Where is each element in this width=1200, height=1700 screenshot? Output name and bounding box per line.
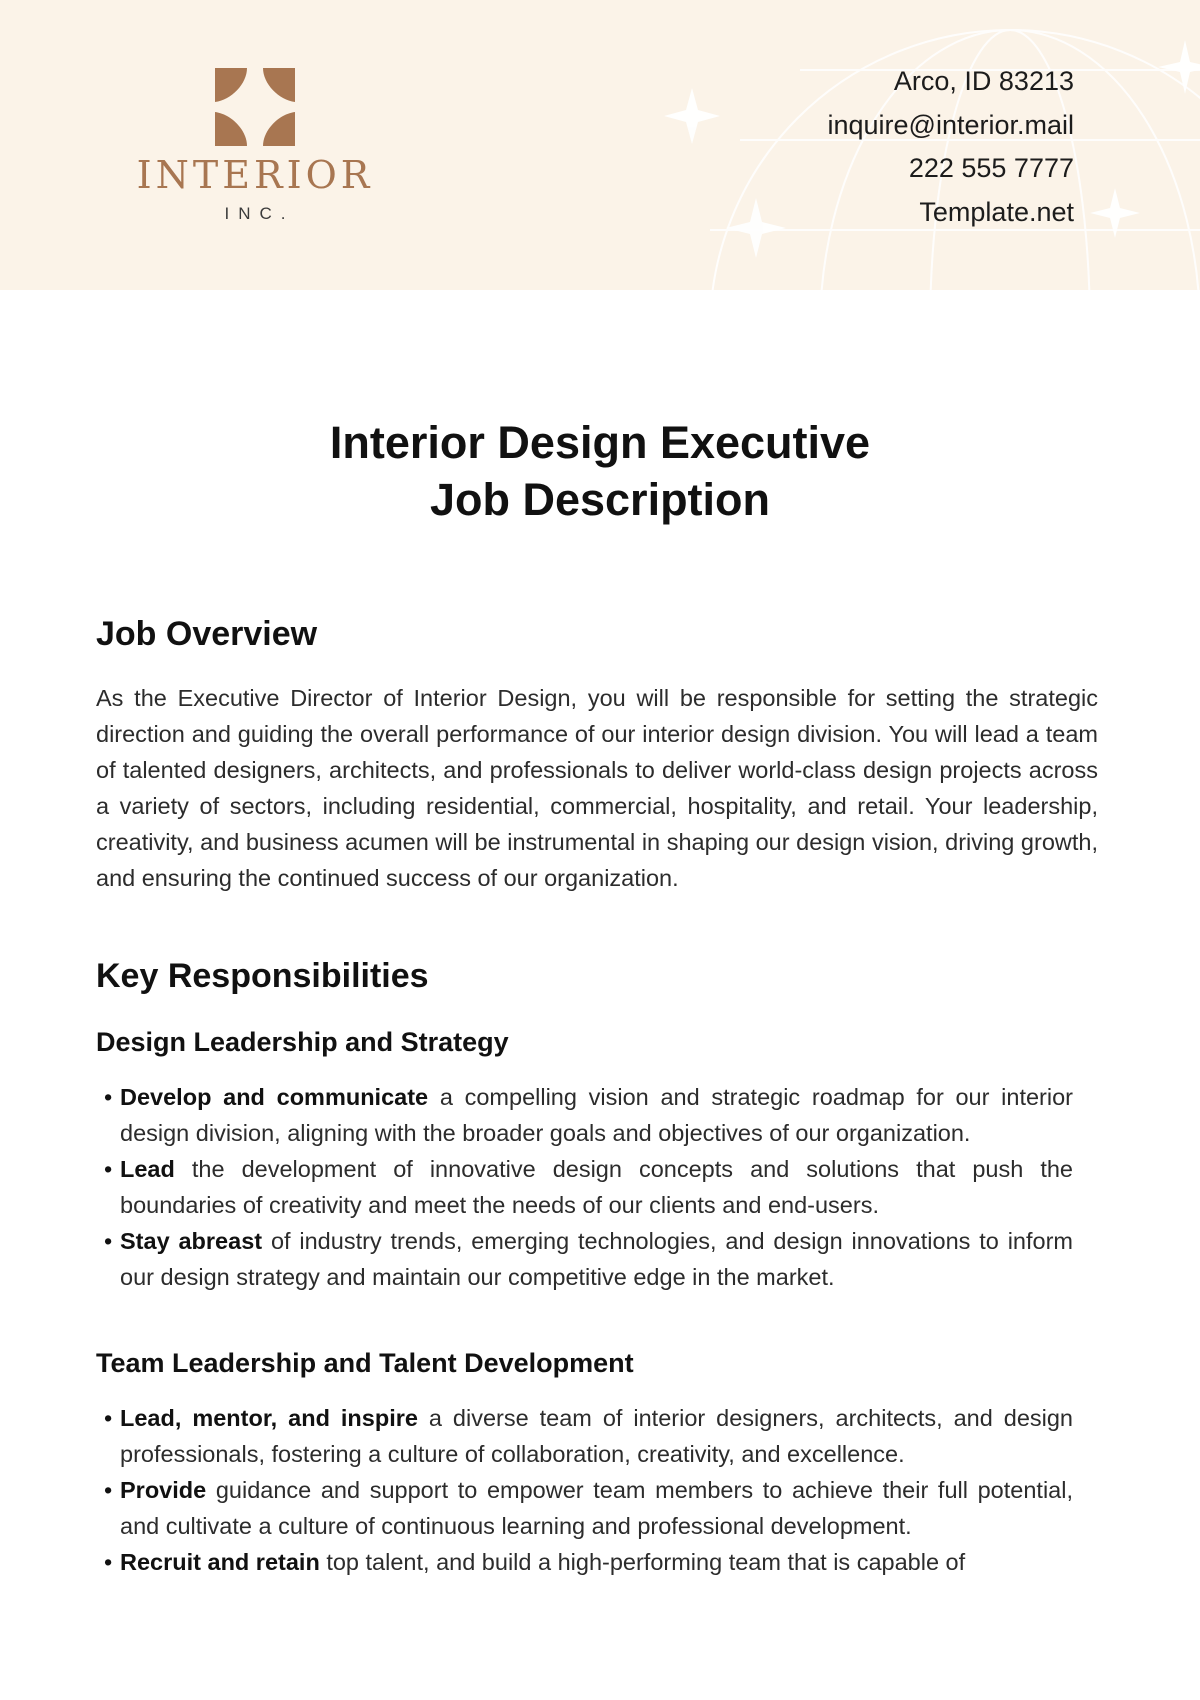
bullet-list [96, 1079, 1073, 1295]
title-line-1: Interior Design Executive [329, 417, 871, 468]
list-item-text: the development of innovative design concepts and solutions that push the boundaries of creativity and meet the needs of our clients and end-users. [120, 1156, 1073, 1218]
title-line-2: Job Description [429, 474, 771, 525]
company-logo [120, 68, 390, 224]
list-item-lead: Stay abreast [120, 1228, 263, 1254]
list-item-text: guidance and support to empower team members to achieve their full potential, and cultivate a culture of continuous learning and professional development. [120, 1477, 1073, 1539]
document-body [96, 606, 1098, 1580]
section-heading-responsibilities: Key Responsibilities [96, 957, 429, 995]
list-item-text: a compelling vision and strategic roadmap for our interior design division, aligning with the broader goals and objectives of our organization. [120, 1084, 1073, 1146]
list-item [96, 1079, 1073, 1151]
company-suffix: INC. [224, 204, 295, 223]
logo-mark-icon [215, 68, 295, 146]
section-heading-overview: Job Overview [96, 615, 318, 653]
list-item [96, 1472, 1073, 1544]
list-item [96, 1400, 1073, 1472]
list-item [96, 1223, 1073, 1295]
contact-block [827, 60, 1074, 234]
list-item [96, 1151, 1073, 1223]
list-item-lead: Develop and communicate [120, 1084, 429, 1110]
list-item-text: of industry trends, emerging technologies, and design innovations to inform our design strategy and maintain our competitive edge in the market. [120, 1228, 1073, 1290]
list-item-lead: Lead, mentor, and inspire [120, 1405, 418, 1431]
letterhead [0, 0, 1200, 290]
contact-email[interactable]: inquire@interior.mail [827, 109, 1074, 140]
contact-address: Arco, ID 83213 [893, 66, 1074, 96]
subsection-heading: Team Leadership and Talent Development [96, 1348, 634, 1378]
list-item-text: a diverse team of interior designers, architects, and design professionals, fostering a culture of collaboration, creativity, and excellence. [120, 1405, 1073, 1467]
contact-phone[interactable]: 222 555 7777 [908, 153, 1074, 183]
list-item-lead: Recruit and retain [120, 1549, 320, 1575]
company-name: INTERIOR [136, 153, 374, 197]
subsection-heading: Design Leadership and Strategy [96, 1027, 509, 1057]
list-item-lead: Provide [120, 1477, 207, 1503]
list-item-lead: Lead [120, 1156, 175, 1182]
page-title [0, 414, 1200, 528]
list-item [96, 1544, 1073, 1580]
list-item-text: top talent, and build a high-performing team that is capable of [319, 1549, 966, 1575]
contact-website[interactable]: Template.net [919, 196, 1074, 227]
bullet-list [96, 1400, 1073, 1580]
overview-paragraph: As the Executive Director of Interior Design, you will be responsible for setting the strategic direction and guiding the overall performance of our interior design division. You will lead a team of talented designers, architects, and professionals to deliver world-class design projects across a variety of sectors, including residential, commercial, hospitality, and retail. Your leadership, creativity, and business acumen will be instrumental in shaping our design vision, driving growth, and ensuring the continued success of our organization. [96, 685, 1098, 891]
